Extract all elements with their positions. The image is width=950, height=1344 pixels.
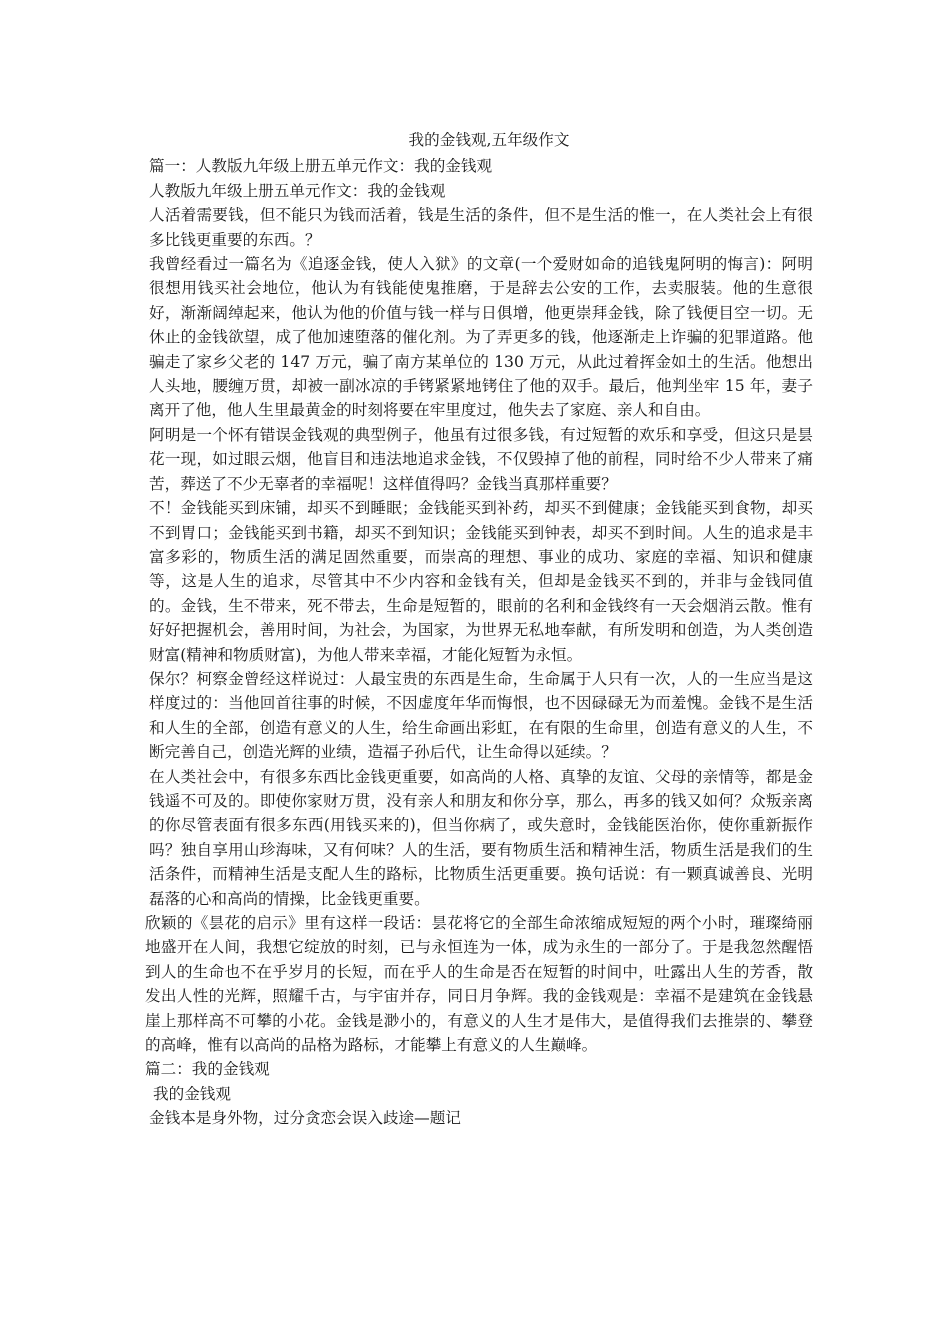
paragraph: 我曾经看过一篇名为《追逐金钱，使人入狱》的文章(一个爱财如命的追钱鬼阿明的悔言)：阿明很想用钱买社会地位，他认为有钱能使鬼推磨，于是辞去公安的工作，去卖服装。他的生意很好，渐渐阔绰起来，他认为他的价值与钱一样与日俱增，他更崇拜金钱，除了钱便目空一切。无休止的金钱欲望，成了他加速堕落的催化剂。为了弄更多的钱，他逐渐走上诈骗的犯罪道路。他骗走了家乡父老的 147 万元，骗了南方某单位的 130 万元，从此过着挥金如土的生活。他想出人头地，腰缠万贯，却被一副冰凉的手铐紧紧地铐住了他的双手。最后，他判坐牢 15 年，妻子离开了他，他人生里最黄金的时刻将要在牢里度过，他失去了家庭、亲人和自由。 (149, 255, 813, 420)
section-heading: 篇二：我的金钱观 (145, 1060, 270, 1079)
paragraph: 不！金钱能买到床铺，却买不到睡眠；金钱能买到补药，却买不到健康；金钱能买到食物，却买不到胃口；金钱能买到书籍，却买不到知识；金钱能买到钟表，却买不到时间。人生的追求是丰富多彩的，物质生活的满足固然重要，而崇高的理想、事业的成功、家庭的幸福、知识和健康等，这是人生的追求，尽管其中不少内容和金钱有关，但却是金钱买不到的，并非与金钱同值的。金钱，生不带来，死不带去，生命是短暂的，眼前的名利和金钱终有一天会烟消云散。惟有好好把握机会，善用时间，为社会，为国家，为世界无私地奉献，有所发明和创造，为人类创造财富(精神和物质财富)，为他人带来幸福，才能化短暂为永恒。 (149, 499, 813, 664)
document-page (145, 128, 813, 1131)
essay-title: 我的金钱观 (153, 1084, 231, 1103)
paragraph: 人活着需要钱，但不能只为钱而活着，钱是生活的条件，但不是生活的惟一，在人类社会上有很多比钱更重要的东西。？ (149, 206, 813, 249)
epigraph: 金钱本是身外物，过分贪恋会误入歧途—题记 (149, 1109, 461, 1128)
paragraph: 保尔？柯察金曾经这样说过：人最宝贵的东西是生命，生命属于人只有一次，人的一生应当是这样度过的：当他回首往事的时候，不因虚度年华而悔恨，也不因碌碌无为而羞愧。金钱不是生活和人生的全部，创造有意义的人生，给生命画出彩虹，在有限的生命里，创造有意义的人生，不断完善自己，创造光辉的业绩，造福子孙后代，让生命得以延续。？ (149, 669, 813, 762)
section-heading: 篇一：人教版九年级上册五单元作文：我的金钱观 (149, 157, 493, 176)
document-title: 我的金钱观,五年级作文 (408, 131, 570, 149)
paragraph: 欣颖的《昙花的启示》里有这样一段话：昙花将它的全部生命浓缩成短短的两个小时，璀璨绮丽地盛开在人间，我想它绽放的时刻，已与永恒连为一体，成为永生的一部分了。于是我忽然醒悟到人的生命也不在乎岁月的长短，而在乎人的生命是否在短暂的时间中，吐露出人生的芳香，散发出人性的光辉，照耀千古，与宇宙并存，同日月争辉。我的金钱观是：幸福不是建筑在金钱悬崖上那样高不可攀的小花。金钱是渺小的，有意义的人生才是伟大，是值得我们去推崇的、攀登的高峰，惟有以高尚的品格为路标，才能攀上有意义的人生巅峰。 (145, 914, 813, 1055)
paragraph: 阿明是一个怀有错误金钱观的典型例子，他虽有过很多钱，有过短暂的欢乐和享受，但这只是昙花一现，如过眼云烟，他盲目和违法地追求金钱，不仅毁掉了他的前程，同时给不少人带来了痛苦，葬送了不少无辜者的幸福呢！这样值得吗？金钱当真那样重要？ (149, 425, 813, 493)
essay-title: 人教版九年级上册五单元作文：我的金钱观 (149, 181, 446, 200)
paragraph: 在人类社会中，有很多东西比金钱更重要，如高尚的人格、真挚的友谊、父母的亲情等，都是金钱遥不可及的。即使你家财万贯，没有亲人和朋友和你分享，那么，再多的钱又如何？众叛亲离的你尽管表面有很多东西(用钱买来的)，但当你病了，或失意时，金钱能医治你，使你重新振作吗？独自享用山珍海味，又有何味？人的生活，要有物质生活和精神生活，物质生活是我们的生活条件，而精神生活是支配人生的路标，比物质生活更重要。换句话说：有一颗真诚善良、光明磊落的心和高尚的情操，比金钱更重要。 (149, 767, 813, 908)
